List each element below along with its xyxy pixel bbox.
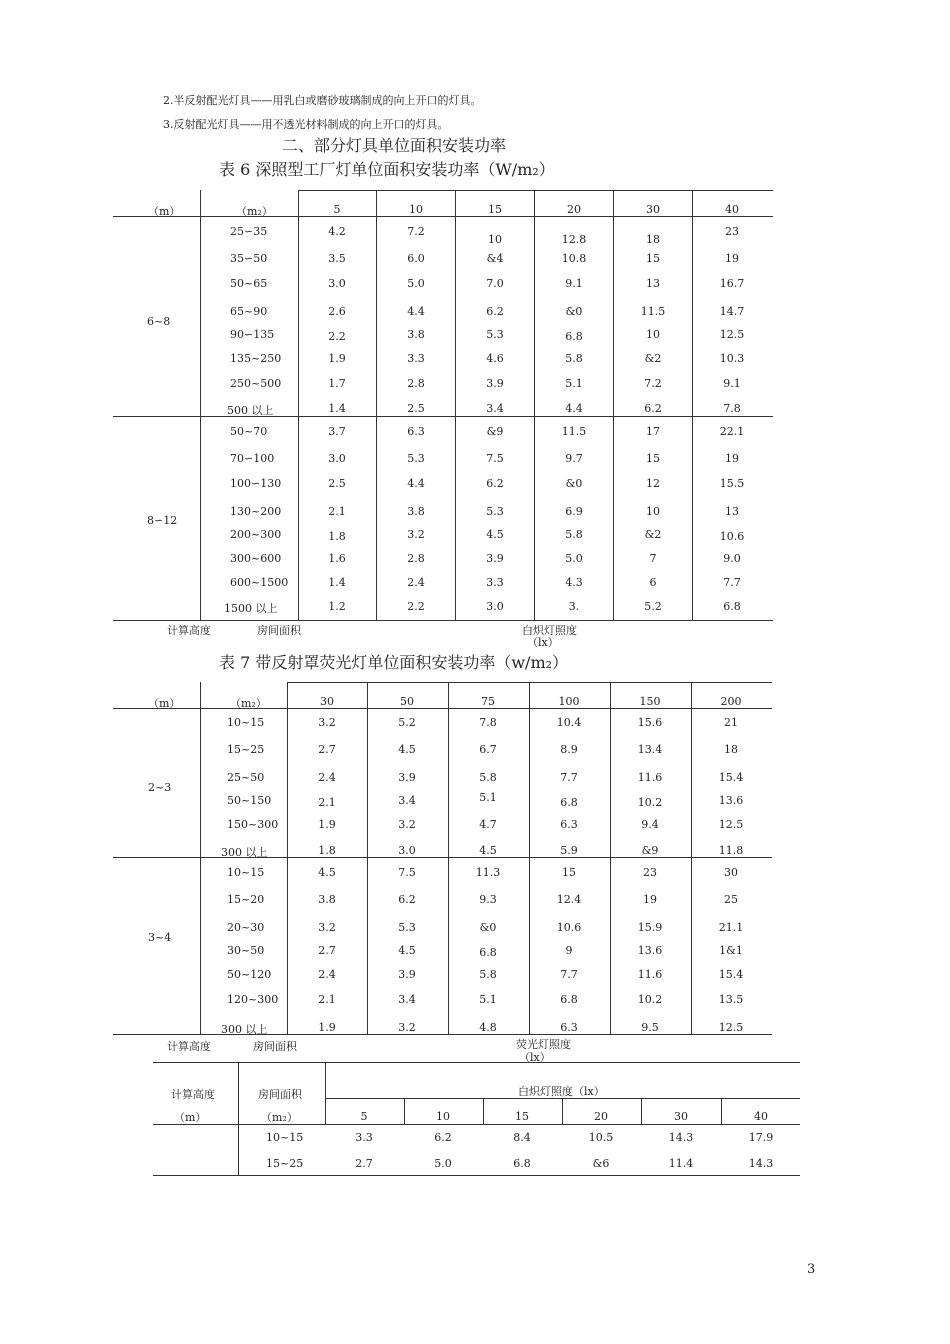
header-area-unit: （m₂） [261, 1111, 298, 1124]
table-cell: 13.6 [637, 944, 663, 957]
table-cell: &9 [641, 844, 659, 857]
table-cell: 9 [565, 944, 573, 957]
table-rule [287, 682, 288, 1034]
table-rule [325, 1062, 326, 1124]
area-range: 25~50 [227, 771, 265, 784]
area-range: 20~30 [227, 921, 265, 934]
table-cell: 3.4 [398, 794, 416, 807]
table-cell: 19 [725, 452, 739, 465]
table-cell: 9.4 [641, 818, 659, 831]
table-rule [376, 190, 377, 620]
table-cell: 3.2 [398, 818, 416, 831]
footer-illuminance-label: 荧光灯照度 [516, 1038, 571, 1051]
table-cell: 12.4 [556, 893, 582, 906]
table-cell: 7 [649, 552, 657, 565]
area-range: 65~90 [230, 305, 268, 318]
table-cell: 4.4 [407, 477, 425, 490]
table-cell: 6.7 [479, 743, 497, 756]
table-cell: 8.9 [560, 743, 578, 756]
table-cell: 5.9 [560, 844, 578, 857]
table-cell: 3.3 [407, 352, 425, 365]
column-header: 15 [488, 203, 502, 216]
table-cell: 3. [568, 600, 580, 613]
table-cell: 13.4 [637, 743, 663, 756]
table-cell: 12.8 [561, 233, 587, 246]
table-cell: 16.7 [719, 277, 745, 290]
table-cell: 6 [649, 576, 657, 589]
column-header: 40 [754, 1110, 768, 1123]
table-cell: 14.7 [719, 305, 745, 318]
table-cell: 5.3 [407, 452, 425, 465]
table-cell: 11.5 [640, 305, 666, 318]
area-range: 120~300 [227, 993, 279, 1006]
table-cell: 7.7 [560, 968, 578, 981]
table-cell: 12.5 [718, 1021, 744, 1034]
table-cell: 18 [646, 233, 660, 246]
height-group-label: 8∽12 [147, 514, 178, 527]
table7-caption: 表 7 带反射罩荧光灯单位面积安装功率（w/m₂） [219, 653, 569, 672]
table-cell: 15 [562, 866, 576, 879]
table-rule [404, 1098, 405, 1124]
table-cell: 30 [724, 866, 738, 879]
area-range: 10~15 [227, 716, 265, 729]
table-cell: 10.2 [637, 993, 663, 1006]
table-cell: &2 [644, 528, 662, 541]
area-range: 50~65 [230, 277, 268, 290]
table-cell: 5.2 [644, 600, 662, 613]
table-cell: &4 [486, 252, 504, 265]
table-cell: 17 [646, 425, 660, 438]
table-cell: 2.7 [355, 1157, 373, 1170]
column-header: 20 [567, 203, 581, 216]
table-cell: 2.7 [318, 743, 336, 756]
table-rule [113, 216, 773, 217]
table-rule [298, 190, 299, 620]
area-range: 30~50 [227, 944, 265, 957]
table-cell: 4.5 [398, 743, 416, 756]
table-rule [113, 708, 772, 709]
table-cell: 5.8 [565, 352, 583, 365]
table-cell: 5.2 [398, 716, 416, 729]
footer-illuminance-unit: （lx） [527, 636, 559, 649]
table-cell: 2.1 [318, 796, 336, 809]
table-cell: 23 [643, 866, 657, 879]
table-cell: 3.0 [328, 452, 346, 465]
table-rule [448, 682, 449, 1034]
table-cell: 6.8 [723, 600, 741, 613]
table-cell: 1.6 [328, 552, 346, 565]
table6-caption: 表 6 深照型工厂灯单位面积安装功率（W/m₂） [219, 160, 555, 179]
table-cell: 5.3 [486, 505, 504, 518]
table-cell: 5.8 [479, 968, 497, 981]
table-cell: 2.6 [328, 305, 346, 318]
table-cell: 4.5 [318, 866, 336, 879]
table-rule [613, 190, 614, 620]
table-cell: 5.0 [434, 1157, 452, 1170]
area-range: 200~300 [230, 528, 282, 541]
table-cell: 1.9 [318, 1021, 336, 1034]
table-rule [153, 1124, 800, 1125]
table-cell: 6.8 [479, 946, 497, 959]
table-rule [298, 190, 773, 191]
table-cell: 6.0 [407, 252, 425, 265]
area-range: 35∽50 [230, 252, 268, 265]
table-cell: 10.2 [637, 796, 663, 809]
column-header: 10 [436, 1110, 450, 1123]
area-range: 25∽35 [230, 225, 268, 238]
table-cell: 19 [725, 252, 739, 265]
table-cell: 7.5 [398, 866, 416, 879]
table-cell: 9.3 [479, 893, 497, 906]
table-cell: 2.1 [318, 993, 336, 1006]
area-range: 300 以上 [221, 846, 268, 859]
table-cell: 6.2 [486, 305, 504, 318]
table-cell: 5.0 [407, 277, 425, 290]
column-header: 100 [558, 695, 580, 708]
table-cell: 3.8 [407, 328, 425, 341]
table-rule [610, 682, 611, 1034]
table-cell: 2.7 [318, 944, 336, 957]
table-cell: 10.3 [719, 352, 745, 365]
table-cell: 25 [724, 893, 738, 906]
table-cell: 7.7 [560, 771, 578, 784]
table-cell: 4.5 [398, 944, 416, 957]
table-cell: 6.2 [434, 1131, 452, 1144]
table-rule [200, 190, 201, 620]
table-rule [455, 190, 456, 620]
unit-area-label: （m₂） [230, 697, 267, 710]
table-rule [721, 1098, 722, 1124]
table-cell: 13.6 [718, 794, 744, 807]
table-cell: 2.5 [328, 477, 346, 490]
table-cell: 9.1 [723, 377, 741, 390]
table-cell: 22.1 [719, 425, 745, 438]
table-cell: 2.8 [407, 377, 425, 390]
table-rule [113, 416, 773, 417]
column-header: 15 [515, 1110, 529, 1123]
table-cell: 9.1 [565, 277, 583, 290]
table-cell: 11.6 [637, 771, 663, 784]
table-cell: 18 [724, 743, 738, 756]
table-cell: 6.2 [644, 402, 662, 415]
table-cell: 17.9 [748, 1131, 774, 1144]
table-cell: 3.9 [398, 771, 416, 784]
area-range: 50~120 [227, 968, 272, 981]
table-cell: 6.2 [486, 477, 504, 490]
table-cell: 2.4 [318, 968, 336, 981]
table-cell: 1.8 [328, 530, 346, 543]
table-cell: 14.3 [748, 1157, 774, 1170]
footer-area-label: 房间面积 [257, 624, 301, 637]
table-cell: 6.3 [560, 1021, 578, 1034]
area-range: 70∽100 [230, 452, 275, 465]
table-cell: 6.9 [565, 505, 583, 518]
table-cell: 7.0 [486, 277, 504, 290]
table-cell: &2 [644, 352, 662, 365]
note-reflective: 3.反射配光灯具——用不透光材料制成的向上开口的灯具。 [163, 118, 449, 131]
table-cell: 15 [646, 252, 660, 265]
page-number: 3 [807, 1262, 816, 1277]
table-cell: &0 [565, 477, 583, 490]
table-rule [534, 190, 535, 620]
table-cell: 6.8 [560, 796, 578, 809]
header-area-label: 房间面积 [258, 1088, 302, 1101]
table-cell: 2.1 [328, 505, 346, 518]
table-rule [641, 1098, 642, 1124]
table-cell: 23 [725, 225, 739, 238]
table-cell: 7.7 [723, 576, 741, 589]
table-cell: 7.5 [486, 452, 504, 465]
table-cell: 6.8 [513, 1157, 531, 1170]
area-range: 15~25 [266, 1157, 304, 1170]
height-group-label: 2~3 [148, 781, 172, 794]
table-cell: 12.5 [718, 818, 744, 831]
table-cell: 3.3 [355, 1131, 373, 1144]
table-cell: 6.3 [407, 425, 425, 438]
header-height-label: 计算高度 [171, 1088, 215, 1101]
table-cell: 11.3 [475, 866, 501, 879]
table-cell: 7.2 [644, 377, 662, 390]
table-rule [692, 190, 693, 620]
header-illuminance-label: 白炽灯照度（lx） [518, 1085, 605, 1098]
table-cell: 6.8 [565, 330, 583, 343]
area-range: 10~15 [227, 866, 265, 879]
table-cell: 5.1 [479, 791, 497, 804]
column-header: 30 [674, 1110, 688, 1123]
area-range: 600~1500 [230, 576, 289, 589]
column-header: 150 [639, 695, 661, 708]
table-cell: 5.8 [479, 771, 497, 784]
table-cell: 12.5 [719, 328, 745, 341]
table-cell: 10 [488, 233, 502, 246]
table-cell: 4.3 [565, 576, 583, 589]
table-cell: 11.4 [668, 1157, 694, 1170]
table-cell: 11.8 [718, 844, 744, 857]
area-range: 300 以上 [221, 1023, 268, 1036]
table-cell: 3.9 [486, 552, 504, 565]
table-cell: 14.3 [668, 1131, 694, 1144]
table-rule [200, 682, 201, 1034]
column-header: 20 [594, 1110, 608, 1123]
table-cell: 10.5 [588, 1131, 614, 1144]
area-range: 250~500 [230, 377, 282, 390]
table-cell: 5.1 [479, 993, 497, 1006]
table-rule [483, 1098, 484, 1124]
table-cell: 5.1 [565, 377, 583, 390]
footer-area-label: 房间面积 [253, 1040, 297, 1053]
table-cell: 3.8 [407, 505, 425, 518]
column-header: 5 [333, 203, 341, 216]
footer-illuminance-unit: （lx） [519, 1051, 551, 1064]
area-range: 90∽135 [230, 328, 275, 341]
column-header: 75 [481, 695, 495, 708]
table-cell: 1.9 [328, 352, 346, 365]
table-rule [367, 682, 368, 1034]
table-cell: 9.0 [723, 552, 741, 565]
height-group-label: 3~4 [148, 931, 172, 944]
area-range: 15~25 [227, 743, 265, 756]
table-cell: 5.3 [398, 921, 416, 934]
table-cell: 4.2 [328, 225, 346, 238]
table-cell: 3.2 [318, 716, 336, 729]
table-cell: 3.3 [486, 576, 504, 589]
area-range: 130~200 [230, 505, 282, 518]
table-cell: 1&1 [719, 944, 743, 957]
table-cell: 9.7 [565, 452, 583, 465]
column-header: 30 [646, 203, 660, 216]
note-semi-reflective: 2.半反射配光灯具——用乳白或磨砂玻璃制成的向上开口的灯具。 [163, 94, 482, 107]
table-cell: 2.2 [328, 330, 346, 343]
table-cell: 2.4 [407, 576, 425, 589]
column-header: 10 [409, 203, 423, 216]
table-cell: 15.5 [719, 477, 745, 490]
table-cell: 4.7 [479, 818, 497, 831]
column-header: 40 [725, 203, 739, 216]
table-cell: &0 [479, 921, 497, 934]
table-cell: 6.2 [398, 893, 416, 906]
table-cell: 4.5 [479, 844, 497, 857]
table-cell: 10 [646, 328, 660, 341]
table-cell: 12 [646, 477, 660, 490]
table-cell: 2.2 [407, 600, 425, 613]
table-cell: 1.7 [328, 377, 346, 390]
table-cell: 4.6 [486, 352, 504, 365]
table-cell: 10.6 [556, 921, 582, 934]
table-rule [113, 620, 773, 621]
table-rule [691, 682, 692, 1034]
table-cell: 9.5 [641, 1021, 659, 1034]
table-cell: 5.3 [486, 328, 504, 341]
footer-height-label: 计算高度 [167, 1040, 211, 1053]
table-cell: 15.6 [637, 716, 663, 729]
area-range: 135~250 [230, 352, 282, 365]
table-cell: 3.2 [398, 1021, 416, 1034]
table-cell: 8.4 [513, 1131, 531, 1144]
column-header: 5 [360, 1110, 368, 1123]
table-cell: 4.5 [486, 528, 504, 541]
area-range: 10~15 [266, 1131, 304, 1144]
table-cell: 15.4 [718, 968, 744, 981]
table-rule [238, 1062, 239, 1175]
table-cell: 2.8 [407, 552, 425, 565]
table-cell: 3.0 [328, 277, 346, 290]
table-rule [113, 857, 772, 858]
area-range: 50~70 [230, 425, 268, 438]
section-title: 二、部分灯具单位面积安装功率 [282, 136, 507, 155]
column-header: 200 [720, 695, 742, 708]
table-cell: &6 [592, 1157, 610, 1170]
unit-height-label: （m） [148, 697, 181, 710]
header-height-unit: （m） [174, 1111, 207, 1124]
table-rule [113, 1034, 772, 1035]
table-cell: 3.2 [318, 921, 336, 934]
table-rule [153, 1175, 800, 1176]
height-group-label: 6~8 [147, 315, 171, 328]
table-cell: 11.5 [561, 425, 587, 438]
table-cell: 21.1 [718, 921, 744, 934]
table-cell: 10.6 [719, 530, 745, 543]
table-cell: 7.8 [479, 716, 497, 729]
area-range: 100∽130 [230, 477, 282, 490]
table-cell: 2.4 [318, 771, 336, 784]
table-cell: 15.4 [718, 771, 744, 784]
area-range: 15~20 [227, 893, 265, 906]
table-cell: 1.4 [328, 402, 346, 415]
table-cell: 7.8 [723, 402, 741, 415]
table-rule [562, 1098, 563, 1124]
table-cell: 6.3 [560, 818, 578, 831]
column-header: 50 [400, 695, 414, 708]
table-cell: 3.9 [398, 968, 416, 981]
table-cell: &9 [486, 425, 504, 438]
table-cell: 4.8 [479, 1021, 497, 1034]
footer-illuminance-label: 白炽灯照度 [522, 624, 577, 637]
table-cell: 1.2 [328, 600, 346, 613]
table-cell: 6.8 [560, 993, 578, 1006]
column-header: 30 [320, 695, 334, 708]
table-cell: 3.9 [486, 377, 504, 390]
table-cell: 4.4 [565, 402, 583, 415]
area-range: 300~600 [230, 552, 282, 565]
table-rule [529, 682, 530, 1034]
table-cell: 1.8 [318, 844, 336, 857]
table-cell: 1.9 [318, 818, 336, 831]
table-cell: 3.0 [486, 600, 504, 613]
table-cell: 4.4 [407, 305, 425, 318]
table-cell: 13 [646, 277, 660, 290]
table-cell: 10 [646, 505, 660, 518]
table-cell: 3.2 [407, 528, 425, 541]
table-cell: 3.8 [318, 893, 336, 906]
area-range: 150~300 [227, 818, 279, 831]
area-range: 500 以上 [227, 404, 274, 417]
footer-height-label: 计算高度 [167, 624, 211, 637]
table-cell: 15 [646, 452, 660, 465]
area-range: 1500 以上 [224, 602, 278, 615]
table-cell: 3.5 [328, 252, 346, 265]
table-cell: 2.5 [407, 402, 425, 415]
unit-area-label: （m₂） [236, 205, 273, 218]
area-range: 50~150 [227, 794, 272, 807]
table-cell: 10.4 [556, 716, 582, 729]
table-cell: 3.4 [398, 993, 416, 1006]
table-cell: 19 [643, 893, 657, 906]
table-rule [153, 1062, 800, 1063]
table-cell: 10.8 [561, 252, 587, 265]
table-cell: 13 [725, 505, 739, 518]
unit-height-label: （m） [148, 205, 181, 218]
table-cell: 5.0 [565, 552, 583, 565]
table-cell: 15.9 [637, 921, 663, 934]
table-cell: &0 [565, 305, 583, 318]
table-cell: 7.2 [407, 225, 425, 238]
table-cell: 11.6 [637, 968, 663, 981]
table-cell: 1.4 [328, 576, 346, 589]
table-cell: 5.8 [565, 528, 583, 541]
table-cell: 3.0 [398, 844, 416, 857]
table-cell: 13.5 [718, 993, 744, 1006]
table-cell: 3.4 [486, 402, 504, 415]
table-cell: 3.7 [328, 425, 346, 438]
table-cell: 21 [724, 716, 738, 729]
